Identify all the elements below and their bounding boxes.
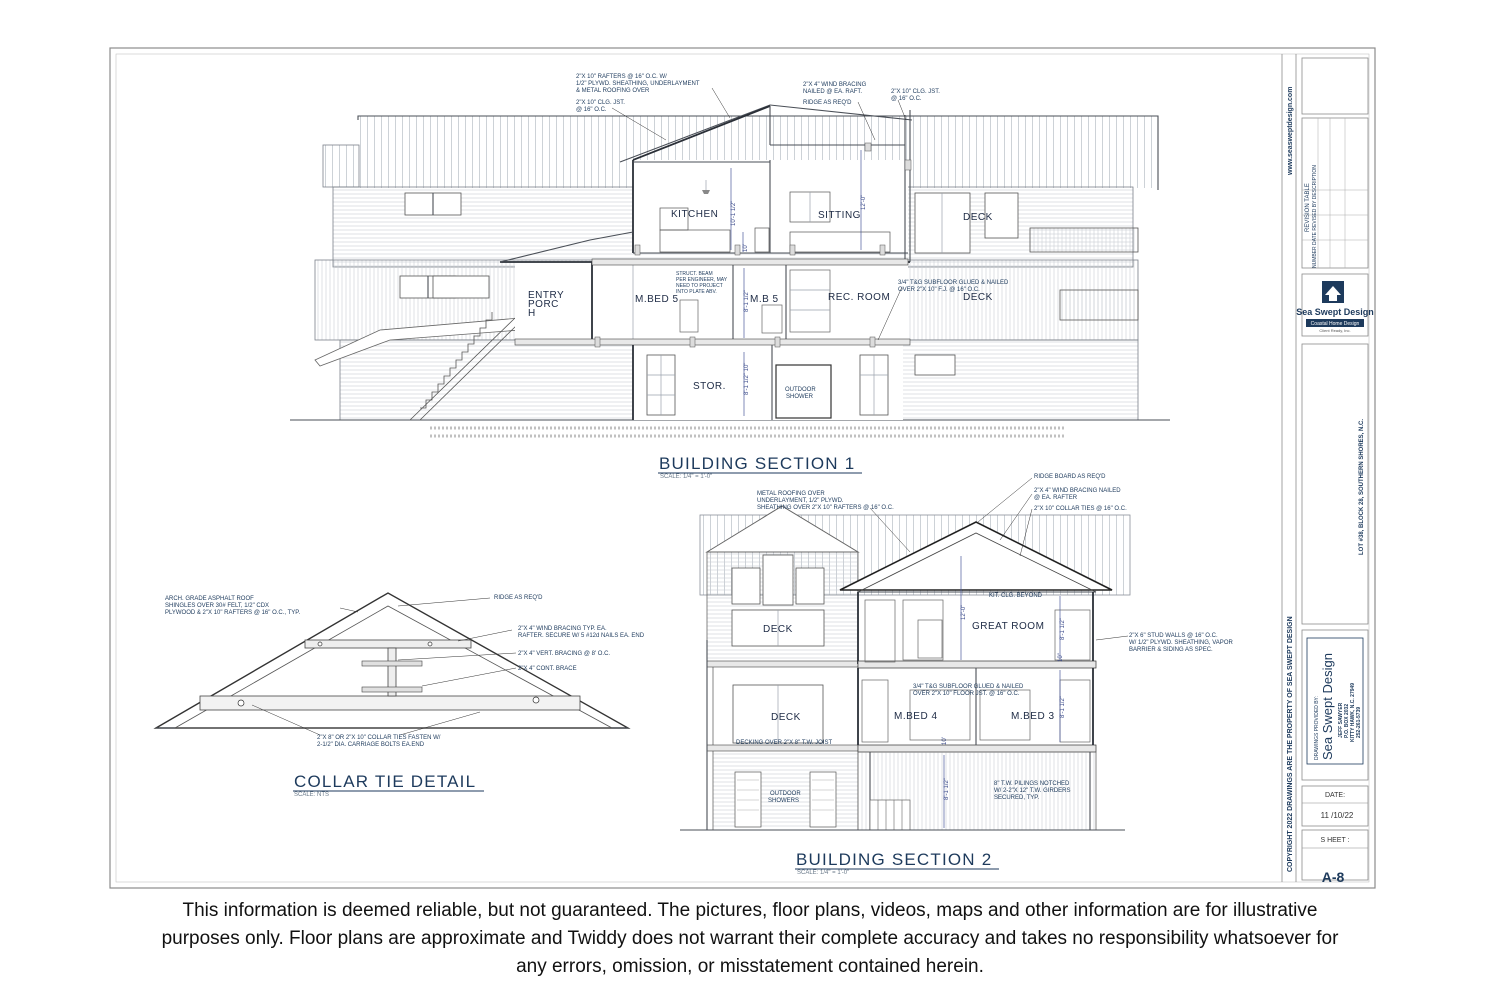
title-block bbox=[1282, 54, 1374, 885]
building-section-1 bbox=[290, 74, 1170, 480]
s2-note-collar: 2"X 10" COLLAR TIES @ 16" O.C. bbox=[1034, 506, 1127, 512]
ct-note-shingle-2: SHINGLES OVER 30# FELT, 1/2" CDX bbox=[165, 603, 270, 609]
s2-room-deck-lower: DECK bbox=[771, 712, 801, 723]
s2-room-great-room: GREAT ROOM bbox=[972, 621, 1045, 632]
ct-note-vert: 2"X 4" VERT. BRACING @ 8' O.C. bbox=[518, 651, 611, 657]
tb-prov-2: JEFF SAWYER bbox=[1338, 702, 1344, 738]
s2-note-pilings-1: 8" T.W. PILINGS NOTCHED bbox=[994, 781, 1070, 787]
s1-room-stor: STOR. bbox=[693, 381, 726, 392]
s1-note-clg-b-1: 2"X 10" CLG. JST. bbox=[891, 89, 940, 95]
s2-dim-1: 12'-0" bbox=[961, 604, 967, 620]
tb-prov-3: P.O. BOX 2032 bbox=[1344, 703, 1350, 738]
ct-title: COLLAR TIE DETAIL bbox=[294, 772, 477, 791]
s1-dim-2: 10' bbox=[743, 244, 749, 252]
s2-note-pilings-3: SECURED, TYP. bbox=[994, 795, 1040, 801]
ct-note-ridge: RIDGE AS REQ'D bbox=[494, 595, 543, 601]
s1-room-kitchen: KITCHEN bbox=[671, 209, 719, 220]
house-logo-icon bbox=[1322, 281, 1344, 303]
tb-revision-2: NUMBER DATE REVISED BY DESCRIPTION bbox=[1312, 165, 1318, 268]
s1-note-subfloor-2: OVER 2"X 10" F.J. @ 16" O.C. bbox=[898, 287, 980, 293]
disclaimer-text: This information is deemed reliable, but not guaranteed. The pictures, floor plans, videos, maps and other information are for illustrative purposes only. Floor plans are approximate and Twiddy does not warrant their complete accuracy and takes no responsibility whatsoever for any errors, omission, or misstatement contained herein. bbox=[161, 900, 1339, 977]
s2-note-metal-2: UNDERLAYMENT, 1/2" PLYWD. bbox=[757, 498, 844, 504]
s1-room-deck-upper: DECK bbox=[963, 212, 993, 223]
s2-note-kit-clg: KIT. CLG. BEYOND bbox=[989, 593, 1043, 599]
s1-note-wind-2: NAILED @ EA. RAFT. bbox=[803, 89, 863, 95]
s2-note-stud-1: 2"X 6" STUD WALLS @ 16" O.C. bbox=[1129, 633, 1218, 639]
s1-room-mbed5: M.BED 5 bbox=[635, 294, 679, 305]
s1-note-ridge: RIDGE AS REQ'D bbox=[803, 100, 852, 106]
s1-note-clg-a-2: @ 16" O.C. bbox=[576, 107, 607, 113]
s1-room-mb5: M.B 5 bbox=[750, 294, 779, 305]
s2-dim-4: 8'-1 1/2" bbox=[1060, 696, 1066, 718]
ct-note-wind-1: 2"X 4" WIND BRACING TYP. EA. bbox=[518, 626, 607, 632]
s1-room-sitting: SITTING bbox=[818, 210, 861, 221]
tb-lot: LOT #38, BLOCK 28, SOUTHERN SHORES, N.C. bbox=[1359, 418, 1365, 555]
s1-outdoor-shower-2: SHOWER bbox=[786, 394, 813, 400]
s1-scale: SCALE: 1/4" = 1'-0" bbox=[660, 474, 713, 480]
s2-note-stud-3: BARRIER & SIDING AS SPEC. bbox=[1129, 647, 1213, 653]
s1-note-wind-1: 2"X 4" WIND BRACING bbox=[803, 82, 867, 88]
s2-room-mbed3: M.BED 3 bbox=[1011, 711, 1055, 722]
s1-room-entry-1: ENTRY bbox=[528, 290, 565, 301]
tb-logo-sub: Client Ready, Inc. bbox=[1319, 328, 1351, 333]
tb-date-label: DATE: bbox=[1324, 792, 1346, 799]
s1-title: BUILDING SECTION 1 bbox=[659, 454, 856, 473]
s2-dim-3: 10" bbox=[1058, 653, 1064, 662]
s2-dim-5: 10' bbox=[942, 737, 948, 745]
s2-outdoor-showers-1: OUTDOOR bbox=[770, 791, 801, 797]
ct-note-ties-2: 2-1/2" DIA. CARRIAGE BOLTS EA.END bbox=[317, 742, 425, 748]
s1-note-rafters-2: 1/2" PLYWD. SHEATHING, UNDERLAYMENT bbox=[576, 81, 700, 87]
tb-revision-1: REVISION TABLE bbox=[1305, 183, 1311, 232]
s1-note-beam-2: PER ENGINEER, MAY bbox=[676, 277, 728, 283]
s1-note-beam-4: INTO PLATE ABV. bbox=[676, 289, 717, 295]
s2-outdoor-showers-2: SHOWERS bbox=[768, 798, 800, 804]
ct-note-shingle-1: ARCH. GRADE ASPHALT ROOF bbox=[165, 596, 254, 602]
s1-note-clg-b-2: @ 16" O.C. bbox=[891, 96, 922, 102]
collar-tie-detail bbox=[156, 593, 645, 798]
s2-room-deck-upper: DECK bbox=[763, 624, 793, 635]
s1-note-subfloor-1: 3/4" T&G SUBFLOOR GLUED & NAILED bbox=[898, 280, 1009, 286]
s2-note-metal-3: SHEATHING OVER 2"X 10" RAFTERS @ 16" O.C. bbox=[757, 505, 894, 511]
s1-dim-1: 10'-1 1/2" bbox=[731, 200, 737, 226]
tb-prov-4: KITTY HAWK, N.C. 27949 bbox=[1350, 682, 1356, 742]
s2-note-subfloor-2: OVER 2"X 10" FLOOR JST. @ 16" O.C. bbox=[913, 691, 1020, 697]
s1-room-entry-3: H bbox=[528, 308, 536, 319]
s1-note-rafters-1: 2"X 10" RAFTERS @ 16" O.C. W/ bbox=[576, 74, 667, 80]
s1-dim-4: 8'-1 1/2" bbox=[744, 290, 750, 312]
s1-note-rafters-3: & METAL ROOFING OVER bbox=[576, 88, 650, 94]
tb-website: www.seasweptdesign.com bbox=[1287, 86, 1294, 175]
tb-sheet-value: A-8 bbox=[1321, 869, 1345, 885]
s1-dim-5: 8'-1 1/2" 10" bbox=[744, 362, 750, 395]
tb-prov-5: 252-261-5739 bbox=[1356, 706, 1362, 738]
tb-date-value: 11 /10/22 bbox=[1320, 811, 1354, 820]
s1-outdoor-shower-1: OUTDOOR bbox=[785, 387, 816, 393]
s2-scale: SCALE: 1/4" = 1'-0" bbox=[797, 870, 850, 876]
s1-room-rec: REC. ROOM bbox=[828, 292, 891, 303]
s2-dim-2: 8'-1 1/2" bbox=[1060, 618, 1066, 640]
s2-room-mbed4: M.BED 4 bbox=[894, 711, 938, 722]
s1-note-beam-1: STRUCT. BEAM bbox=[676, 271, 713, 277]
s2-dim-6: 8'-1 1/2" bbox=[944, 778, 950, 800]
s2-note-metal-1: METAL ROOFING OVER bbox=[757, 491, 825, 497]
building-section-2 bbox=[680, 474, 1233, 876]
tb-logo-tag: Coastal Home Design bbox=[1310, 321, 1360, 327]
s1-dim-3: 12'-0" bbox=[861, 194, 867, 210]
s2-note-decking: DECKING OVER 2"X 8" T.W. JOIST bbox=[736, 740, 833, 746]
s2-note-pilings-2: W/ 2-2"X 12" T.W. GIRDERS bbox=[994, 788, 1071, 794]
ct-note-cont: 2"X 4" CONT. BRACE bbox=[518, 666, 577, 672]
tb-prov-1: DRAWINGS PROVIDED BY: bbox=[1314, 696, 1320, 760]
ct-note-shingle-3: PLYWOOD & 2"X 10" RAFTERS @ 16" O.C., TYP. bbox=[165, 610, 301, 616]
s2-note-subfloor-1: 3/4" T&G SUBFLOOR GLUED & NAILED bbox=[913, 684, 1024, 690]
ct-note-ties-1: 2"X 8" OR 2"X 10" COLLAR TIES FASTEN W/ bbox=[317, 735, 441, 741]
tb-prov-name: Sea Swept Design bbox=[1320, 653, 1335, 760]
s1-note-beam-3: NEED TO PROJECT bbox=[676, 283, 723, 289]
s1-room-deck-mid: DECK bbox=[963, 292, 993, 303]
s1-note-clg-a-1: 2"X 10" CLG. JST. bbox=[576, 100, 625, 106]
tb-copyright: COPYRIGHT 2022 DRAWINGS ARE THE PROPERTY OF SEA SWEPT DESIGN bbox=[1287, 616, 1294, 872]
s2-note-stud-2: W/ 1/2" PLYWD. SHEATHING, VAPOR bbox=[1129, 640, 1233, 646]
s2-note-wind-2: @ EA. RAFTER bbox=[1034, 495, 1078, 501]
ct-scale: SCALE: NTS bbox=[294, 792, 330, 798]
s2-note-wind-1: 2"X 4" WIND BRACING NAILED bbox=[1034, 488, 1121, 494]
s2-note-ridge-board: RIDGE BOARD AS REQ'D bbox=[1034, 474, 1106, 480]
ct-note-wind-2: RAFTER. SECURE W/ 5 #12d NAILS EA. END bbox=[518, 633, 645, 639]
s2-title: BUILDING SECTION 2 bbox=[796, 850, 993, 869]
tb-sheet-label: S HEET : bbox=[1320, 837, 1350, 844]
s1-room-entry-2: PORC bbox=[528, 299, 559, 310]
tb-logo-name: Sea Swept Design bbox=[1296, 307, 1374, 317]
